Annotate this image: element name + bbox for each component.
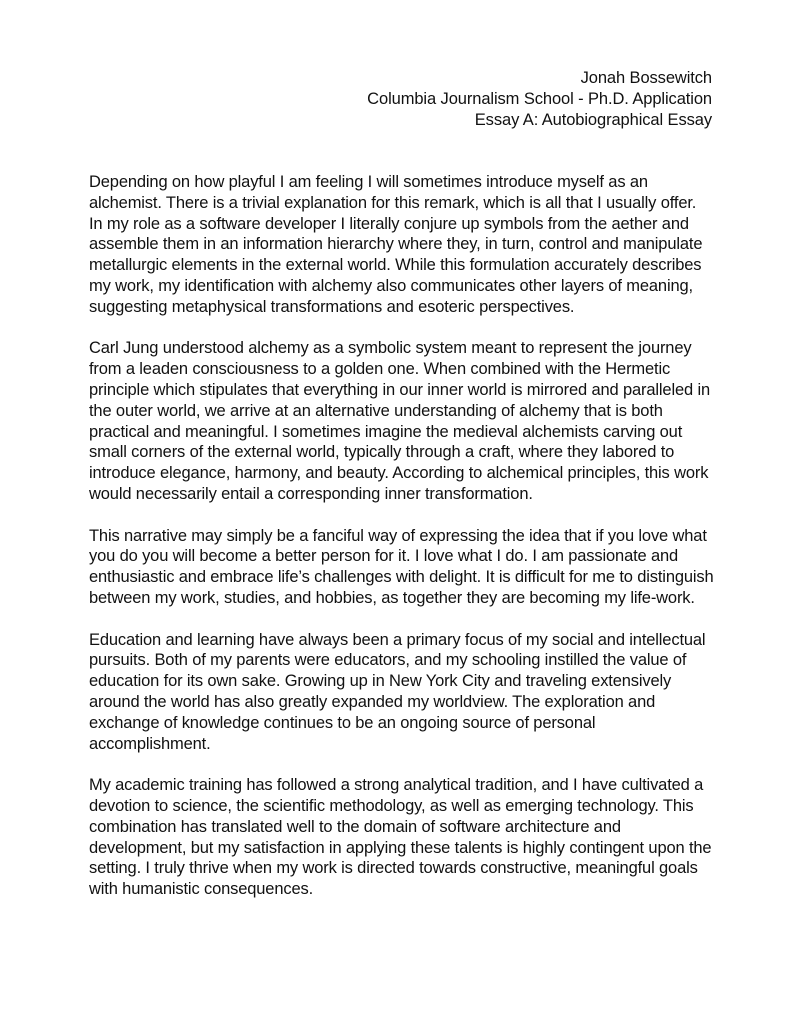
essay-body: [89, 172, 714, 921]
essay-header: [367, 68, 712, 131]
paragraph: My academic training has followed a strong analytical tradition, and I have cultivated a devotion to science, the scientific methodology, as well as emerging technology. This combination has translated well to the domain of software architecture and development, but my satisfaction in applying these talents is highly contingent upon the setting. I truly thrive when my work is directed towards constructive, meaningful goals with humanistic consequences.: [89, 776, 712, 899]
paragraph: Education and learning have always been a primary focus of my social and intellectual pursuits. Both of my parents were educators, and my schooling instilled the value of education for its own sake. Growing up in New York City and traveling extensively around the world has also greatly expanded my worldview. The exploration and exchange of knowledge continues to be an ongoing source of personal accomplishment.: [89, 630, 706, 753]
program-name: Columbia Journalism School - Ph.D. Application: [367, 90, 712, 108]
essay-title: Essay A: Autobiographical Essay: [474, 111, 712, 129]
paragraph: Carl Jung understood alchemy as a symbolic system meant to represent the journey from a leaden consciousness to a golden one. When combined with the Hermetic principle which stipulates that everything in our inner world is mirrored and paralleled in the outer world, we arrive at an alternative understanding of alchemy that is both practical and meaningful. I sometimes imagine the medieval alchemists carving out small corners of the external world, typically through a craft, where they labored to introduce elegance, harmony, and beauty. According to alchemical principles, this work would necessarily entail a corresponding inner transformation.: [89, 339, 711, 503]
paragraph: This narrative may simply be a fanciful way of expressing the idea that if you love what you do you will become a better person for it. I love what I do. I am passionate and enthusiastic and embrace life’s challenges with delight. It is difficult for me to distinguish between my work, studies, and hobbies, as together they are becoming my life-work.: [89, 526, 714, 607]
author-name: Jonah Bossewitch: [580, 69, 712, 87]
paragraph: Depending on how playful I am feeling I will sometimes introduce myself as an alchemist. There is a trivial explanation for this remark, which is all that I usually offer. In my role as a software developer I literally conjure up symbols from the aether and assemble them in an information hierarchy where they, in turn, control and manipulate metallurgic elements in the external world. While this formulation accurately describes my work, my identification with alchemy also communicates other layers of meaning, suggesting metaphysical transformations and esoteric perspectives.: [89, 173, 703, 316]
